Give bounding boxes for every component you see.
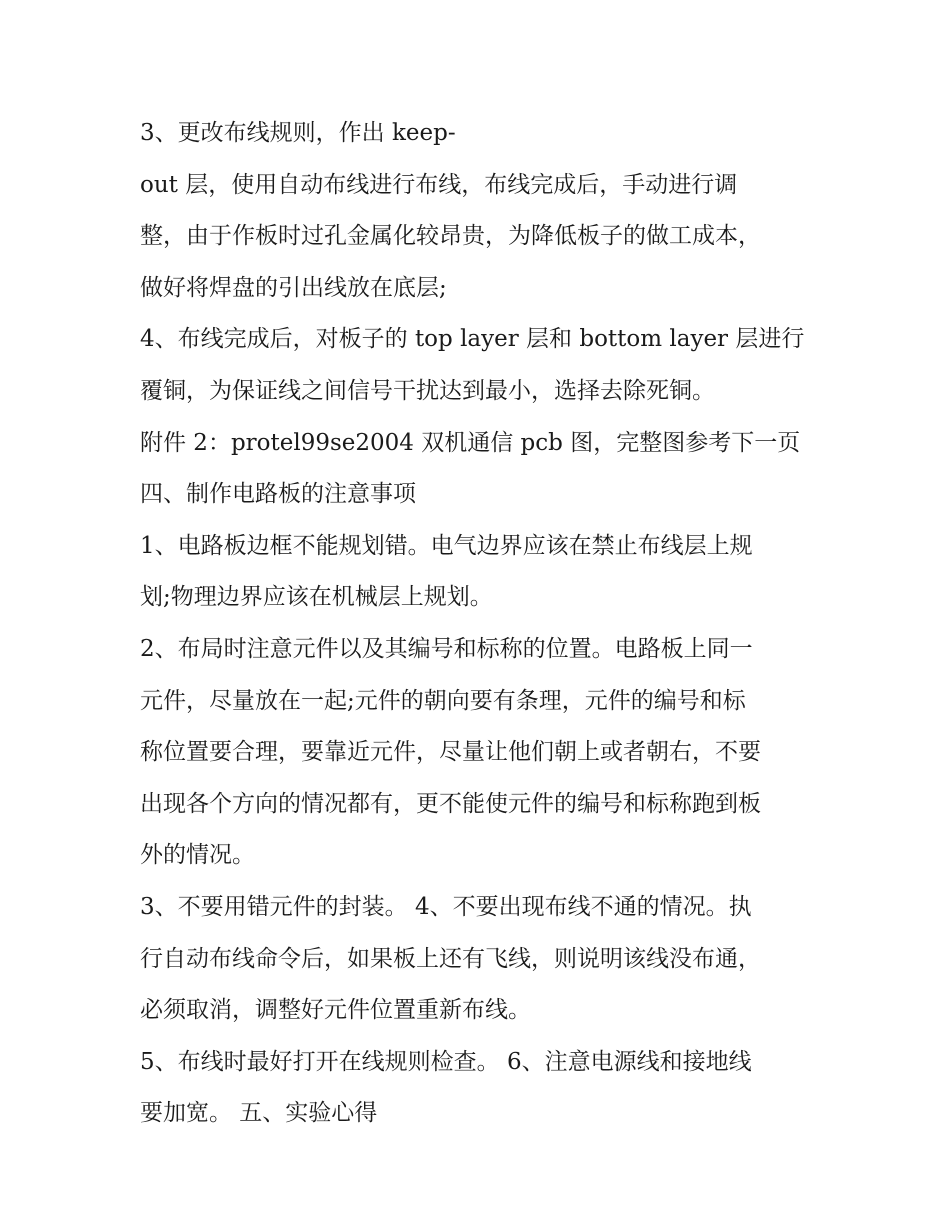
text-line: 1、电路板边框不能规划错。电气边界应该在禁止布线层上规 [140, 532, 753, 559]
text-line: out 层，使用自动布线进行布线，布线完成后，手动进行调 [140, 171, 738, 198]
text-line: 元件，尽量放在一起;元件的朝向要有条理，元件的编号和标 [140, 687, 746, 714]
text-line: 做好将焊盘的引出线放在底层; [140, 274, 447, 301]
text-line: 整，由于作板时过孔金属化较昂贵，为降低板子的做工成本， [140, 223, 761, 250]
text-line: 3、更改布线规则，作出 keep- [140, 120, 456, 146]
text-line: 附件 2：protel99se2004 双机通信 pcb 图，完整图参考下一页 [140, 429, 801, 456]
text-line: 划;物理边界应该在机械层上规划。 [140, 584, 493, 611]
text-line: 要加宽。 五、实验心得 [140, 1100, 378, 1127]
text-line: 覆铜，为保证线之间信号干扰达到最小，选择去除死铜。 [140, 377, 715, 404]
text-line: 3、不要用错元件的封装。 4、不要出现布线不通的情况。执 [140, 893, 752, 920]
body-text [140, 108, 830, 1140]
text-line: 5、布线时最好打开在线规则检查。 6、注意电源线和接地线 [140, 1048, 752, 1075]
section-heading: 四、制作电路板的注意事项 [140, 481, 416, 508]
text-line: 称位置要合理，要靠近元件，尽量让他们朝上或者朝右，不要 [140, 739, 761, 766]
text-line: 出现各个方向的情况都有，更不能使元件的编号和标称跑到板 [140, 790, 761, 817]
text-line: 必须取消，调整好元件位置重新布线。 [140, 997, 531, 1024]
text-line: 2、布局时注意元件以及其编号和标称的位置。电路板上同一 [140, 635, 753, 662]
text-line: 4、布线完成后，对板子的 top layer 层和 bottom layer 层进行 [140, 326, 805, 353]
text-line: 外的情况。 [140, 842, 255, 869]
text-line: 行自动布线命令后，如果板上还有飞线，则说明该线没布通， [140, 945, 761, 972]
